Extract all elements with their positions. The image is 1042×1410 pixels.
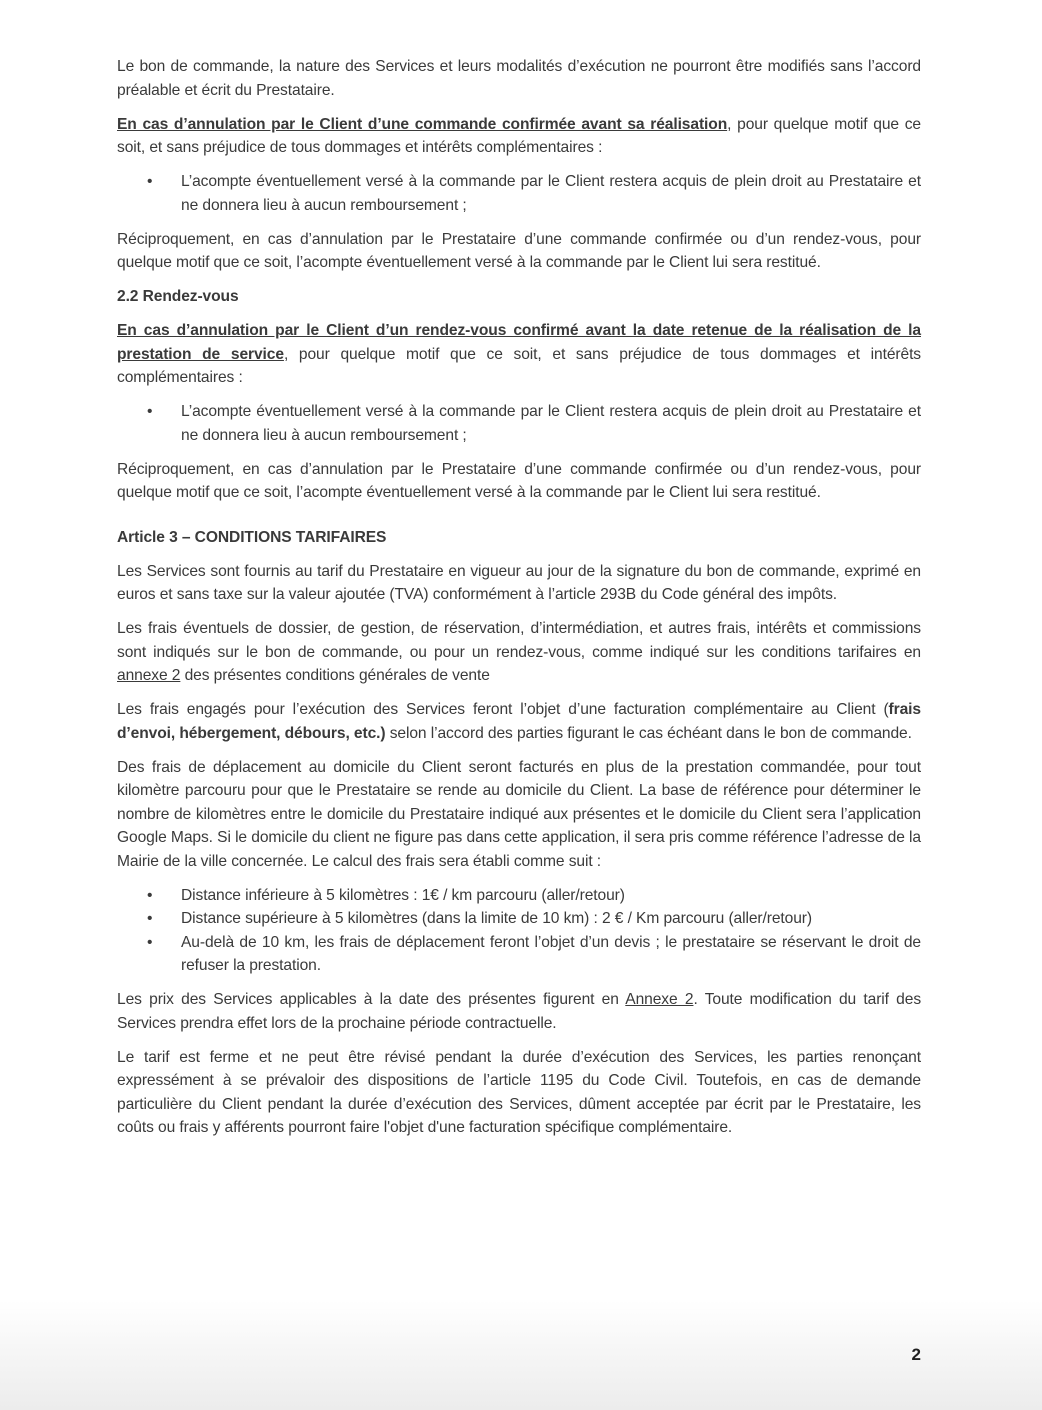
clause-text: , pour quelque motif que ce soit, et sans préjudice de tous dommages et intérêts complémentaires : <box>117 345 922 386</box>
section-heading-rendez-vous: 2.2 Rendez-vous <box>117 288 239 305</box>
paragraph-reciprocal-appointment: Réciproquement, en cas d’annulation par le Prestataire d’une commande confirmée ou d’un rendez-vous, pour quelque motif que ce soit, l’acompte éventuellement versé à la commande par le Client lui sera restitué. <box>117 460 921 501</box>
distance-bullet-list <box>117 884 921 978</box>
clause-text: , pour quelque motif que ce soit, et sans préjudice de tous dommages et intérêts complémentaires : <box>117 115 921 156</box>
paragraph-modification: Le bon de commande, la nature des Services et leurs modalités d’exécution ne pourront être modifiés sans l’accord préalable et écrit du Prestataire. <box>117 58 921 99</box>
paragraph-fixed-rate: Le tarif est ferme et ne peut être révisé pendant la durée d’exécution des Services, les parties renonçant expressément à se prévaloir des dispositions de l’article 1195 du Code Civil. Toutefois, en cas de demande particulière du Client pendant la durée d’exécution des Services, dûment acceptée par écrit par le Prestataire, les coûts ou frais y afférents pourront faire l'objet d'une facturation spécifique complémentaire. <box>117 1048 921 1136</box>
deposit-bullet-list-appointment <box>117 400 921 447</box>
paragraph-additional-costs <box>117 698 921 745</box>
list-item <box>117 931 921 978</box>
paragraph-client-cancellation-order <box>117 113 921 160</box>
annexe-2-link[interactable]: Annexe 2 <box>625 991 694 1008</box>
paragraph-reciprocal-order: Réciproquement, en cas d’annulation par le Prestataire d’une commande confirmée ou d’un rendez-vous, pour quelque motif que ce soit, l’acompte éventuellement versé à la commande par le Client lui sera restitué. <box>117 230 921 271</box>
list-item <box>117 400 921 447</box>
list-item <box>117 170 921 217</box>
bullet-icon: • <box>147 886 153 904</box>
deposit-bullet-list-order <box>117 170 921 217</box>
text-segment: des présentes conditions générales de vente <box>180 667 490 684</box>
text-segment: Les frais engagés pour l’exécution des Services feront l’objet d’une facturation complémentaire au Client ( <box>117 701 889 718</box>
article-3-heading: Article 3 – CONDITIONS TARIFAIRES <box>117 528 387 546</box>
list-item-text: L’acompte éventuellement versé à la commande par le Client restera acquis de plein droit au Prestataire et ne donnera lieu à aucun remboursement ; <box>181 173 921 214</box>
bold-cost-list: frais d’envoi, hébergement, débours, etc.) <box>117 701 921 742</box>
list-item-text: L’acompte éventuellement versé à la commande par le Client restera acquis de plein droit au Prestataire et ne donnera lieu à aucun remboursement ; <box>181 403 921 444</box>
bullet-icon: • <box>147 910 153 927</box>
paragraph-client-cancellation-appointment <box>117 319 921 390</box>
paragraph-prices <box>117 988 921 1035</box>
text-segment: . Toute modification du tarif des Services prendra effet lors de la prochaine période contractuelle. <box>117 991 922 1032</box>
page-bottom-shadow <box>0 1300 1042 1410</box>
text-segment: selon l’accord des parties figurant le cas échéant dans le bon de commande. <box>385 724 912 742</box>
annexe-2-link[interactable]: annexe 2 <box>117 667 181 684</box>
bullet-icon: • <box>147 933 153 951</box>
page-number: 2 <box>911 1345 921 1364</box>
list-item-text: Distance supérieure à 5 kilomètres (dans la limite de 10 km) : 2 € / Km parcouru (aller/retour) <box>181 910 812 927</box>
list-item-text: Au-delà de 10 km, les frais de déplacement feront l’objet d’un devis ; le prestataire se réservant le droit de refuser la prestation. <box>181 933 921 974</box>
underlined-clause-appointment-cancellation: En cas d’annulation par le Client d’un rendez-vous confirmé avant la date retenue de la réalisation de la prestation de service <box>117 322 921 363</box>
document-page <box>117 55 921 1150</box>
paragraph-fees <box>117 617 921 688</box>
text-segment: Les frais éventuels de dossier, de gestion, de réservation, d’intermédiation, et autres frais, intérêts et commissions sont indiqués sur le bon de commande, ou pour un rendez-vous, comme indiqué sur les conditions tarifaires en <box>117 620 921 661</box>
list-item <box>117 884 921 908</box>
bullet-icon: • <box>147 173 153 190</box>
bullet-icon: • <box>147 403 153 420</box>
underlined-clause-order-cancellation: En cas d’annulation par le Client d’une commande confirmée avant sa réalisation <box>117 115 728 133</box>
paragraph-travel-fees: Des frais de déplacement au domicile du Client seront facturés en plus de la prestation commandée, pour tout kilomètre parcouru pour que le Prestataire se rende au domicile du Client. La base de référence pour déterminer le nombre de kilomètres entre le domicile du Prestataire indiqué aux présentes et le domicile du Client sera l’application Google Maps. Si le domicile du client ne figure pas dans cette application, il sera pris comme référence l’adresse de la Mairie de la ville concernée. Le calcul des frais sera établi comme suit : <box>117 758 921 870</box>
paragraph-tariff: Les Services sont fournis au tarif du Prestataire en vigueur au jour de la signature du bon de commande, exprimé en euros et sans taxe sur la valeur ajoutée (TVA) conformément à l’article 293B du Code général des impôts. <box>117 562 921 603</box>
list-item-text: Distance inférieure à 5 kilomètres : 1€ / km parcouru (aller/retour) <box>181 886 625 904</box>
list-item <box>117 907 921 931</box>
text-segment: Les prix des Services applicables à la date des présentes figurent en <box>117 991 626 1008</box>
